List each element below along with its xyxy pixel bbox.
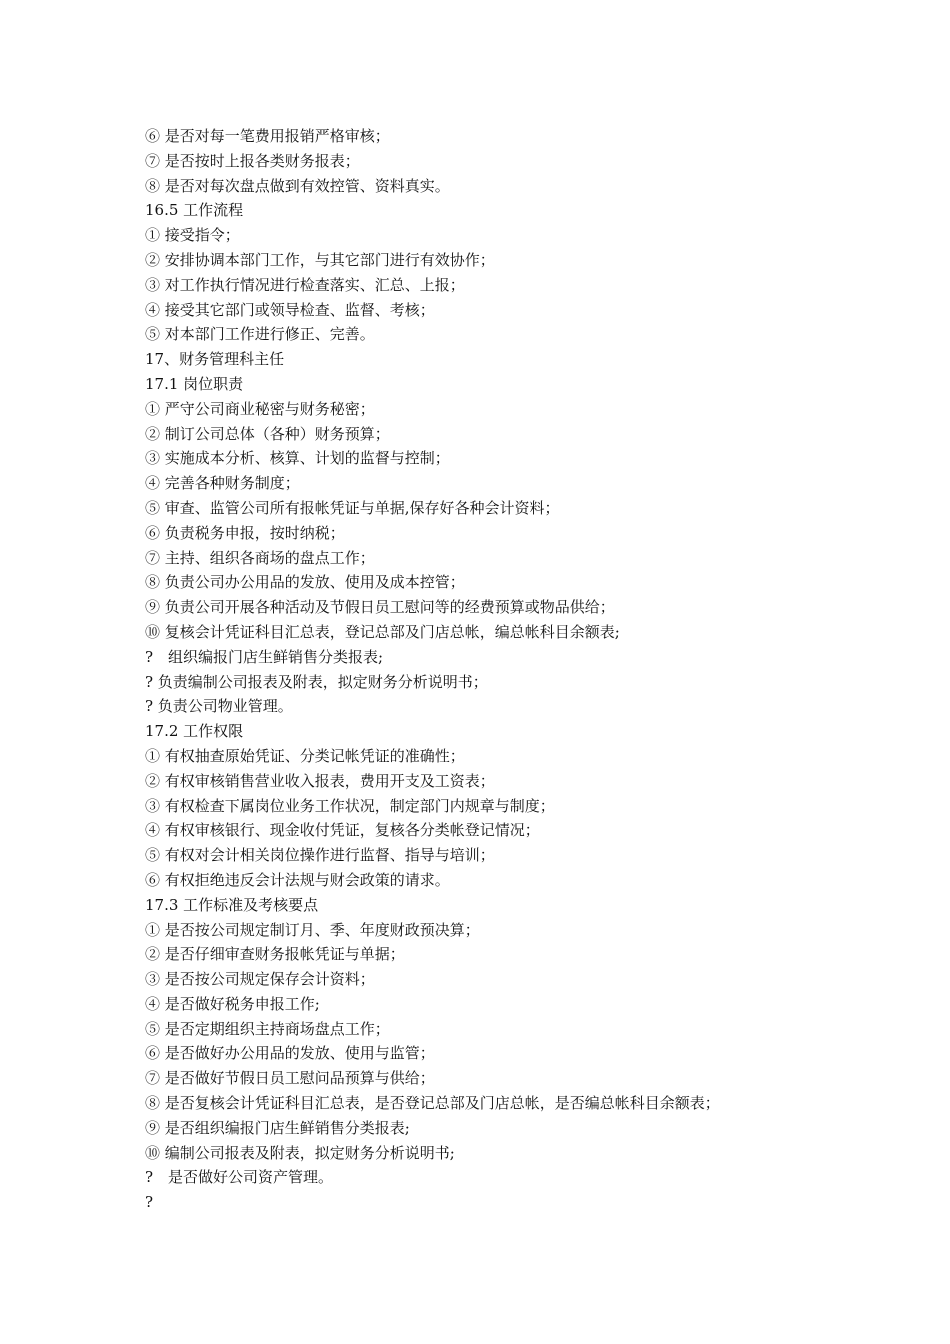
section-heading: 17.2 工作权限 [145, 722, 244, 741]
text-line: ⑩ 编制公司报表及附表，拟定财务分析说明书; [145, 1143, 455, 1162]
text-line: ⑥ 负责税务申报，按时纳税； [145, 523, 345, 542]
text-line: ? 组织编报门店生鲜销售分类报表; [145, 647, 384, 666]
text-line: ③ 对工作执行情况进行检查落实、汇总、上报； [145, 275, 465, 294]
text-line: ⑨ 负责公司开展各种活动及节假日员工慰问等的经费预算或物品供给； [145, 598, 615, 617]
text-line: ⑤ 对本部门工作进行修正、完善。 [145, 325, 375, 344]
text-line: ③ 实施成本分析、核算、计划的监督与控制； [145, 449, 450, 468]
section-heading: 17.1 岗位职责 [145, 374, 244, 393]
text-line: ⑥ 是否对每一笔费用报销严格审核； [145, 127, 390, 145]
text-line: ? 负责公司物业管理。 [145, 697, 293, 716]
chapter-heading: 17、财务管理科主任 [145, 350, 285, 369]
section-heading: 17.3 工作标准及考核要点 [145, 895, 319, 914]
section-heading: 16.5 工作流程 [145, 201, 244, 220]
text-line: ② 有权审核销售营业收入报表，费用开支及工资表； [145, 771, 495, 790]
text-line: ⑧ 是否复核会计凭证科目汇总表，是否登记总部及门店总帐，是否编总帐科目余额表； [145, 1094, 720, 1113]
text-line: ? [145, 1193, 154, 1212]
document-body [145, 124, 925, 1215]
text-line: ④ 接受其它部门或领导检查、监督、考核； [145, 300, 435, 319]
text-line: ? 是否做好公司资产管理。 [145, 1168, 334, 1187]
text-line: ⑨ 是否组织编报门店生鲜销售分类报表; [145, 1118, 410, 1137]
text-line: ⑦ 主持、组织各商场的盘点工作； [145, 548, 375, 567]
text-line: ② 是否仔细审查财务报帐凭证与单据； [145, 945, 405, 964]
text-line: ⑧ 是否对每次盘点做到有效控管、资料真实。 [145, 176, 450, 195]
text-line: ② 安排协调本部门工作，与其它部门进行有效协作； [145, 250, 495, 269]
text-line: ⑤ 审查、监管公司所有报帐凭证与单据,保存好各种会计资料； [145, 498, 560, 517]
text-line: ⑦ 是否按时上报各类财务报表； [145, 151, 360, 170]
text-line: ⑥ 有权拒绝违反会计法规与财会政策的请求。 [145, 870, 450, 889]
text-line: ① 有权抽查原始凭证、分类记帐凭证的准确性； [145, 746, 465, 765]
text-line: ④ 是否做好税务申报工作; [145, 994, 320, 1013]
text-line: ① 严守公司商业秘密与财务秘密； [145, 399, 375, 418]
text-line: ? 负责编制公司报表及附表，拟定财务分析说明书； [145, 672, 488, 691]
text-line: ⑥ 是否做好办公用品的发放、使用与监管； [145, 1044, 435, 1063]
text-line: ③ 有权检查下属岗位业务工作状况，制定部门内规章与制度； [145, 796, 555, 815]
text-line: ⑧ 负责公司办公用品的发放、使用及成本控管； [145, 573, 465, 592]
text-line: ③ 是否按公司规定保存会计资料； [145, 970, 375, 989]
text-line: ① 是否按公司规定制订月、季、年度财政预决算； [145, 920, 480, 939]
text-line: ⑤ 是否定期组织主持商场盘点工作； [145, 1019, 390, 1038]
text-line: ④ 有权审核银行、现金收付凭证，复核各分类帐登记情况； [145, 821, 540, 840]
text-line: ② 制订公司总体（各种）财务预算； [145, 424, 390, 443]
text-line: ⑩ 复核会计凭证科目汇总表，登记总部及门店总帐，编总帐科目余额表; [145, 622, 620, 641]
text-line: ① 接受指令； [145, 226, 240, 245]
text-line: ④ 完善各种财务制度； [145, 474, 300, 493]
text-line: ⑦ 是否做好节假日员工慰问品预算与供给； [145, 1069, 435, 1088]
text-line: ⑤ 有权对会计相关岗位操作进行监督、指导与培训； [145, 846, 495, 865]
